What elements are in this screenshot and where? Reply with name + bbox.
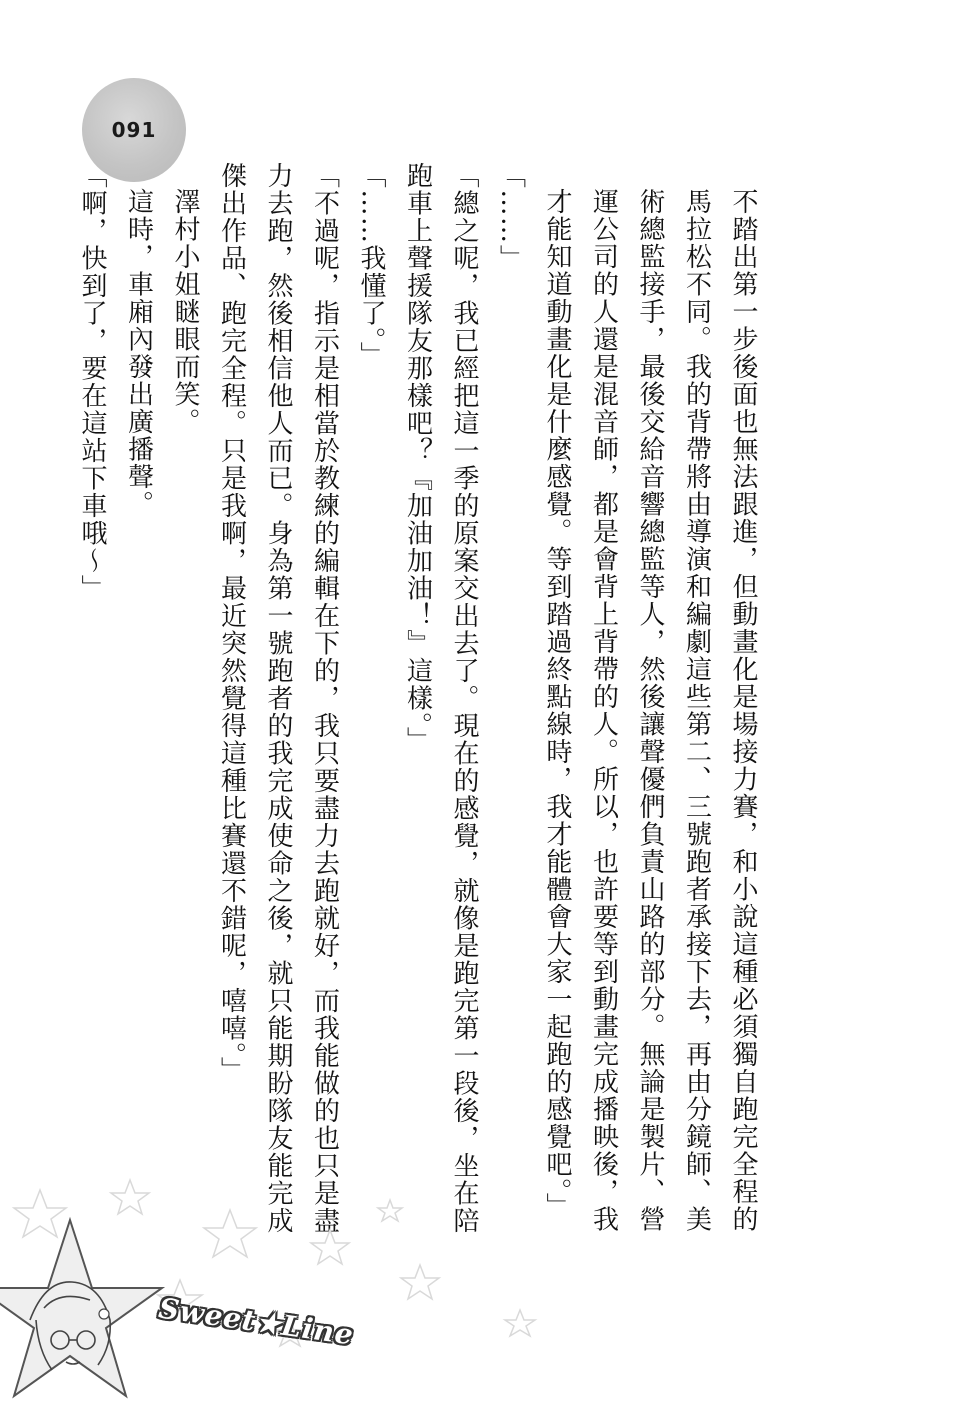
paragraph: 「總之呢，我已經把這一季的原案交出去了。現在的感覺，就像是跑完第一段後，坐在陪跑車上聲援隊友那樣吧？『加油加油！』這樣。」	[402, 162, 479, 1235]
paragraph: 「不過呢，指示是相當於教練的編輯在下的，我只要盡力去跑就好，而我能做的也只是盡力去跑，然後相信他人而已。身為第一號跑者的我完成使命之後，就只能期盼隊友能完成傑出作品、跑完全程。只是我啊，最近突然覺得這種比賽還不錯呢，嘻嘻。」	[216, 162, 340, 1235]
vertical-text-body	[69, 162, 767, 1252]
character-star-frame	[0, 1220, 162, 1396]
star-icon	[378, 1200, 402, 1221]
paragraph: 「……我懂了。」	[356, 162, 386, 369]
paragraph: 「啊，快到了，要在這站下車哦～」	[77, 162, 107, 602]
decorative-stars-illustration	[0, 1170, 620, 1409]
star-icon	[14, 1190, 66, 1237]
star-icon	[204, 1210, 256, 1257]
star-icon	[505, 1310, 535, 1336]
star-icon	[311, 1230, 349, 1264]
page-number: 091	[111, 118, 157, 142]
paragraph: 澤村小姐瞇眼而笑。	[170, 188, 200, 436]
star-icon	[401, 1265, 439, 1299]
paragraph: 「……」	[495, 162, 526, 272]
paragraph: 不踏出第一步後面也無法跟進，但動畫化是場接力賽，和小說這種必須獨自跑完全程的馬拉松不同。我的背帶將由導演和編劇這些第二、三號跑者承接下去，再由分鏡師、美術總監接手，最後交給音響總監等人，然後讓聲優們負責山路的部分。無論是製片、營運公司的人還是混音師，都是會背上背帶的人。所以，也許要等到動畫完成播映後，我才能知道動畫化是什麼感覺。等到踏過終點線時，我才能體會大家一起跑的感覺吧。」	[542, 188, 758, 1233]
series-logo: Sweet★Line	[156, 1291, 356, 1352]
paragraph: 這時，車廂內發出廣播聲。	[123, 188, 154, 518]
star-icon	[111, 1180, 149, 1214]
